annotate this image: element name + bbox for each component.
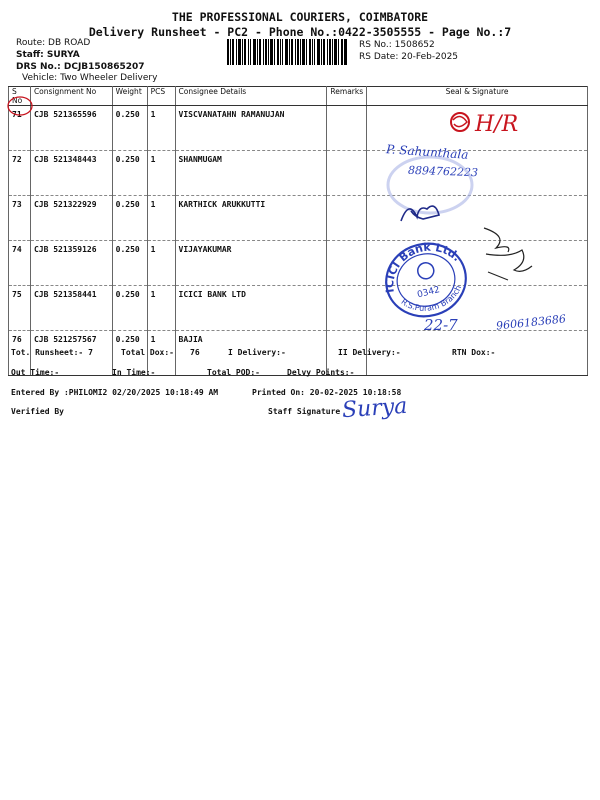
- stamp-bottom-text: R.S.Puram Branch: [399, 283, 464, 313]
- weight: 0.250: [112, 241, 147, 286]
- row72-signature-name: P. Sahunthala: [385, 142, 469, 162]
- delvy-points: Delvy Points:-: [287, 368, 355, 377]
- col-sno: S No: [9, 87, 31, 106]
- route: Route: DB ROAD: [16, 38, 91, 48]
- total-pod: Total POD:-: [207, 368, 260, 377]
- col-consignment: Consignment No: [30, 87, 112, 106]
- table-row: [9, 106, 588, 151]
- weight: 0.250: [112, 196, 147, 241]
- pcs: 1: [147, 331, 175, 376]
- remarks: [327, 196, 367, 241]
- consignment-no: CJB 521348443: [30, 151, 112, 196]
- sno: 72: [9, 151, 31, 196]
- total-dox-value: 76: [190, 348, 200, 357]
- consignment-no: CJB 521358441: [30, 286, 112, 331]
- remarks: [327, 106, 367, 151]
- consignment-no: CJB 521257567: [30, 331, 112, 376]
- consignee: BAJIA: [175, 331, 327, 376]
- weight: 0.250: [112, 286, 147, 331]
- i-delivery: I Delivery:-: [228, 348, 286, 357]
- table-row: [9, 196, 588, 241]
- printed-on: Printed On: 20-02-2025 10:18:58: [252, 388, 402, 397]
- seal-signature: [367, 106, 588, 151]
- seal-signature: [367, 151, 588, 196]
- verified-by: Verified By: [11, 407, 64, 416]
- pcs: 1: [147, 241, 175, 286]
- weight: 0.250: [112, 151, 147, 196]
- stamp-code: 0342: [416, 285, 441, 301]
- consignee: ICICI BANK LTD: [175, 286, 327, 331]
- consignee: VIJAYAKUMAR: [175, 241, 327, 286]
- pcs: 1: [147, 106, 175, 151]
- barcode: [227, 39, 347, 65]
- stamp-top-text: ICICI Bank Ltd.: [383, 240, 464, 294]
- vehicle: Vehicle: Two Wheeler Delivery: [22, 73, 158, 83]
- remarks: [327, 241, 367, 286]
- row71-hr-text: H/R: [475, 112, 519, 137]
- consignee: SHANMUGAM: [175, 151, 327, 196]
- sno: 74: [9, 241, 31, 286]
- ii-delivery: II Delivery:-: [338, 348, 401, 357]
- consignment-no: CJB 521365596: [30, 106, 112, 151]
- pcs: 1: [147, 151, 175, 196]
- company-title: THE PROFESSIONAL COURIERS, COIMBATORE: [171, 10, 429, 24]
- in-time: In Time:-: [112, 368, 156, 377]
- col-seal-signature: Seal & Signature: [367, 87, 588, 106]
- sno: 71: [9, 106, 31, 151]
- consignee: VISCVANATAHN RAMANUJAN: [175, 106, 327, 151]
- sno: 76: [9, 331, 31, 376]
- pcs: 1: [147, 196, 175, 241]
- rtn-dox: RTN Dox:-: [452, 348, 496, 357]
- table-row: [9, 241, 588, 286]
- runsheet-table: [8, 86, 588, 376]
- col-weight: Weight: [112, 87, 147, 106]
- entered-by: Entered By :PHILOMI2 02/20/2025 10:18:49 AM: [11, 388, 219, 397]
- tot-runsheet: Tot. Runsheet:- 7: [11, 348, 93, 357]
- row72-signature-phone: 8894762223: [407, 163, 479, 180]
- weight: 0.250: [112, 106, 147, 151]
- rs-no: RS No.: 1508652: [359, 40, 435, 50]
- seal-signature: [367, 241, 588, 286]
- drs-no: DRS No.: DCJB150865207: [16, 62, 145, 72]
- runsheet-subtitle: Delivery Runsheet - PC2 - Phone No.:0422-3505555 - Page No.:7: [88, 25, 512, 39]
- col-pcs: PCS: [147, 87, 175, 106]
- seal-signature: [367, 196, 588, 241]
- col-remarks: Remarks: [327, 87, 367, 106]
- total-dox-label: Total Dox:-: [121, 348, 174, 357]
- sno: 75: [9, 286, 31, 331]
- table-header-row: [9, 87, 588, 106]
- consignee: KARTHICK ARUKKUTTI: [175, 196, 327, 241]
- consignment-no: CJB 521322929: [30, 196, 112, 241]
- staff: Staff: SURYA: [16, 50, 80, 60]
- pcs: 1: [147, 286, 175, 331]
- col-consignee: Consignee Details: [175, 87, 327, 106]
- remarks: [327, 286, 367, 331]
- table-row: [9, 286, 588, 331]
- row76-signature: 22-7: [424, 316, 458, 334]
- consignment-no: CJB 521359126: [30, 241, 112, 286]
- remarks: [327, 151, 367, 196]
- weight: 0.250: [112, 331, 147, 376]
- staff-signature-label: Staff Signature: [268, 407, 341, 416]
- out-time: Out Time:-: [11, 368, 60, 377]
- seal-signature: [367, 286, 588, 331]
- row76-phone: 9606183686: [495, 312, 567, 333]
- staff-signature: Surya: [341, 393, 409, 424]
- sno: 73: [9, 196, 31, 241]
- rs-date: RS Date: 20-Feb-2025: [359, 52, 459, 62]
- table-row: [9, 151, 588, 196]
